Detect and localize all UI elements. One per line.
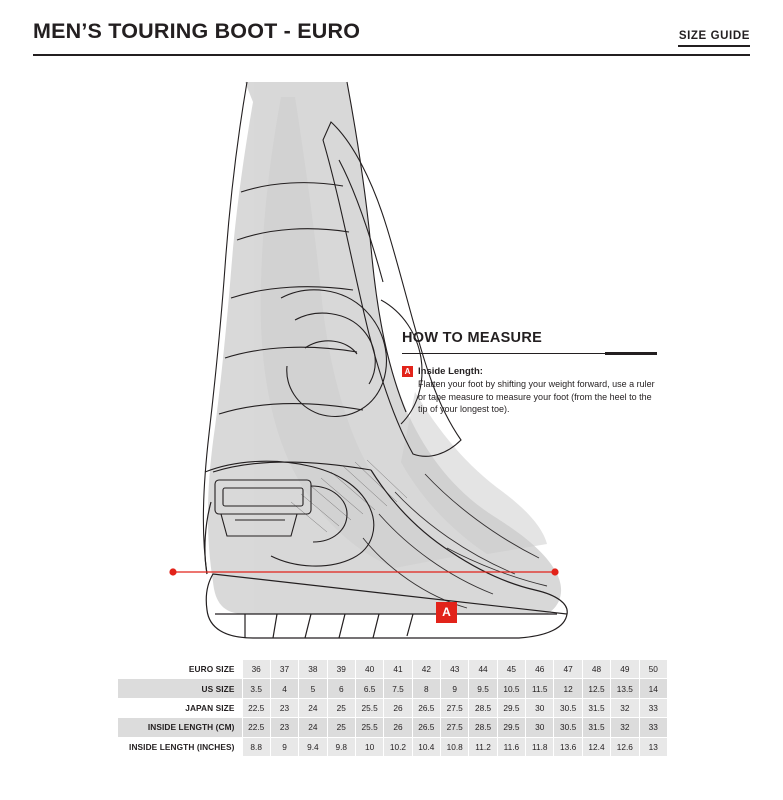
row-label: INSIDE LENGTH (CM) — [118, 718, 242, 737]
cell: 9 — [441, 679, 469, 698]
cell: 26 — [384, 698, 412, 717]
cell: 27.5 — [441, 698, 469, 717]
cell: 42 — [412, 660, 440, 679]
cell: 39 — [327, 660, 355, 679]
cell: 8 — [412, 679, 440, 698]
cell: 13.5 — [611, 679, 639, 698]
cell: 13.6 — [554, 737, 582, 756]
cell: 29.5 — [497, 718, 525, 737]
cell: 24 — [299, 718, 327, 737]
size-table — [118, 659, 668, 757]
cell: 9.4 — [299, 737, 327, 756]
cell: 25 — [327, 718, 355, 737]
cell: 33 — [639, 718, 667, 737]
cell: 26.5 — [412, 698, 440, 717]
cell: 30.5 — [554, 718, 582, 737]
cell: 6 — [327, 679, 355, 698]
cell: 46 — [526, 660, 554, 679]
how-to-measure-title: HOW TO MEASURE — [402, 330, 543, 346]
cell: 36 — [242, 660, 270, 679]
cell: 50 — [639, 660, 667, 679]
table-row — [118, 698, 668, 717]
cell: 3.5 — [242, 679, 270, 698]
size-guide-label-group — [678, 30, 750, 47]
cell: 41 — [384, 660, 412, 679]
cell: 38 — [299, 660, 327, 679]
size-guide-label: SIZE GUIDE — [678, 30, 750, 42]
cell: 12.4 — [582, 737, 610, 756]
row-label: INSIDE LENGTH (INCHES) — [118, 737, 242, 756]
cell: 10.2 — [384, 737, 412, 756]
cell: 25.5 — [355, 718, 383, 737]
cell: 26 — [384, 718, 412, 737]
cell: 26.5 — [412, 718, 440, 737]
cell: 48 — [582, 660, 610, 679]
cell: 31.5 — [582, 718, 610, 737]
measure-item-label: Inside Length: — [418, 366, 483, 377]
size-table-body — [118, 660, 668, 757]
measure-badge-a: A — [402, 366, 413, 377]
cell: 14 — [639, 679, 667, 698]
size-guide-underline — [678, 45, 750, 47]
cell: 12.5 — [582, 679, 610, 698]
cell: 33 — [639, 698, 667, 717]
cell: 11.2 — [469, 737, 497, 756]
cell: 9.5 — [469, 679, 497, 698]
measure-text-group — [418, 365, 656, 416]
cell: 11.5 — [526, 679, 554, 698]
cell: 23 — [270, 718, 298, 737]
cell: 11.8 — [526, 737, 554, 756]
cell: 25.5 — [355, 698, 383, 717]
row-label: JAPAN SIZE — [118, 698, 242, 717]
cell: 22.5 — [242, 698, 270, 717]
cell: 30.5 — [554, 698, 582, 717]
cell: 13 — [639, 737, 667, 756]
cell: 12 — [554, 679, 582, 698]
cell: 5 — [299, 679, 327, 698]
table-row — [118, 737, 668, 756]
cell: 25 — [327, 698, 355, 717]
cell: 40 — [355, 660, 383, 679]
cell: 28.5 — [469, 698, 497, 717]
how-to-measure-item — [402, 365, 657, 416]
cell: 10.5 — [497, 679, 525, 698]
cell: 43 — [441, 660, 469, 679]
cell: 6.5 — [355, 679, 383, 698]
cell: 27.5 — [441, 718, 469, 737]
cell: 45 — [497, 660, 525, 679]
cell: 44 — [469, 660, 497, 679]
row-label: EURO SIZE — [118, 660, 242, 679]
cell: 12.6 — [611, 737, 639, 756]
cell: 31.5 — [582, 698, 610, 717]
cell: 49 — [611, 660, 639, 679]
cell: 8.8 — [242, 737, 270, 756]
table-row — [118, 679, 668, 698]
measure-item-description: Flatten your foot by shifting your weight forward, use a ruler or tape measure to measure your foot (from the heel to the tip of your longest toe). — [418, 379, 655, 414]
cell: 32 — [611, 698, 639, 717]
cell: 11.6 — [497, 737, 525, 756]
cell: 4 — [270, 679, 298, 698]
cell: 32 — [611, 718, 639, 737]
cell: 24 — [299, 698, 327, 717]
table-row — [118, 660, 668, 679]
table-row — [118, 718, 668, 737]
cell: 7.5 — [384, 679, 412, 698]
cell: 10 — [355, 737, 383, 756]
cell: 37 — [270, 660, 298, 679]
cell: 29.5 — [497, 698, 525, 717]
cell: 10.4 — [412, 737, 440, 756]
page-header — [0, 0, 783, 60]
cell: 23 — [270, 698, 298, 717]
how-to-measure-divider — [402, 353, 657, 354]
row-label: US SIZE — [118, 679, 242, 698]
header-divider — [33, 54, 750, 56]
cell: 28.5 — [469, 718, 497, 737]
cell: 9.8 — [327, 737, 355, 756]
cell: 10.8 — [441, 737, 469, 756]
cell: 30 — [526, 718, 554, 737]
cell: 22.5 — [242, 718, 270, 737]
how-to-measure-panel — [402, 330, 657, 416]
size-table-wrap — [118, 659, 668, 757]
cell: 47 — [554, 660, 582, 679]
page-title: MEN’S TOURING BOOT - EURO — [33, 19, 361, 43]
measure-marker-a: A — [436, 602, 457, 623]
cell: 9 — [270, 737, 298, 756]
cell: 30 — [526, 698, 554, 717]
